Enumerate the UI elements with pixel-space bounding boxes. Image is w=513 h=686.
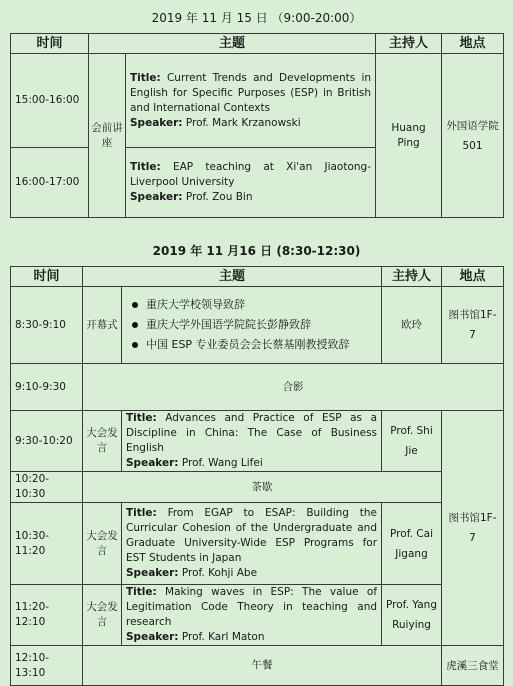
break-row — [11, 472, 504, 503]
header-host: 主持人 — [376, 34, 442, 54]
talk-time: 9:30-10:20 — [11, 411, 83, 472]
break-time: 10:20-10:30 — [11, 472, 83, 503]
day1-heading: 2019 年 11 月 15 日 （9:00-20:00） — [151, 11, 362, 25]
day1-session-row — [11, 54, 504, 148]
day2-heading: 2019 年 11 月16 日 (8:30-12:30) — [152, 244, 361, 258]
lunch-venue: 虎溪三食堂 — [442, 646, 504, 686]
talk-content — [122, 411, 382, 472]
speaker-label: Speaker: — [126, 567, 179, 579]
talk-row — [11, 411, 504, 472]
title-label: Title: — [126, 586, 157, 598]
day1-schedule-table — [10, 33, 504, 218]
session-talk — [126, 54, 376, 148]
opening-item: 重庆大学校领导致辞 — [146, 295, 377, 315]
talk-host: Prof. Yang Ruiying — [382, 585, 442, 646]
talk-time: 10:30-11:20 — [11, 503, 83, 585]
opening-category: 开幕式 — [83, 287, 122, 364]
lunch-row — [11, 646, 504, 686]
title-label: Title: — [130, 161, 161, 173]
opening-items — [122, 287, 382, 364]
header-topic: 主题 — [83, 267, 382, 287]
speaker-label: Speaker: — [126, 631, 179, 643]
session-host: Huang Ping — [376, 54, 442, 218]
title-label: Title: — [126, 412, 157, 424]
lunch-label: 午餐 — [83, 646, 442, 686]
session-talk — [126, 148, 376, 218]
talk-title: EAP teaching at Xi'an Jiaotong-Liverpool University — [130, 161, 372, 188]
talk-title: Advances and Practice of ESP as a Discipline in China: The Case of Business English — [126, 412, 378, 454]
opening-item: 重庆大学外国语学院院长彭静致辞 — [146, 315, 377, 335]
photo-time: 9:10-9:30 — [11, 364, 83, 411]
opening-time: 8:30-9:10 — [11, 287, 83, 364]
opening-host: 欧玲 — [382, 287, 442, 364]
talk-host: Prof. Cai Jigang — [382, 503, 442, 585]
talk-speaker: Prof. Mark Krzanowski — [185, 116, 301, 129]
talk-speaker: Prof. Kohji Abe — [181, 567, 258, 579]
lunch-time: 12:10-13:10 — [11, 646, 83, 686]
photo-row — [11, 364, 504, 411]
speaker-label: Speaker: — [130, 191, 183, 203]
talk-title: Making waves in ESP: The value of Legitimation Code Theory in teaching and research — [126, 586, 378, 628]
talk-category: 大会发言 — [83, 411, 122, 472]
talk-title: Current Trends and Developments in English for Specific Purposes (ESP) in British and International Contexts — [130, 71, 372, 114]
header-time: 时间 — [11, 34, 89, 54]
talk-speaker: Prof. Wang Lifei — [181, 457, 263, 469]
opening-row — [11, 287, 504, 364]
talk-row — [11, 585, 504, 646]
header-topic: 主题 — [89, 34, 376, 54]
talk-content — [122, 503, 382, 585]
talk-category: 大会发言 — [83, 503, 122, 585]
day2-schedule-table — [10, 266, 504, 686]
title-label: Title: — [126, 507, 157, 519]
session-category: 会前讲座 — [89, 54, 126, 218]
day1-header-row — [11, 34, 504, 54]
talk-speaker: Prof. Zou Bin — [185, 191, 253, 203]
header-venue: 地点 — [442, 267, 504, 287]
title-label: Title: — [130, 71, 161, 84]
header-venue: 地点 — [442, 34, 504, 54]
day2-header-row — [11, 267, 504, 287]
header-time: 时间 — [11, 267, 83, 287]
session-time: 16:00-17:00 — [11, 148, 89, 218]
talk-speaker: Prof. Karl Maton — [181, 631, 265, 643]
talks-venue: 图书馆1F-7 — [442, 411, 504, 646]
photo-label: 合影 — [83, 364, 504, 411]
break-label: 茶歇 — [83, 472, 442, 503]
speaker-label: Speaker: — [126, 457, 179, 469]
talk-host: Prof. Shi Jie — [382, 411, 442, 472]
talk-content — [122, 585, 382, 646]
talk-row — [11, 503, 504, 585]
session-venue: 外国语学院501 — [442, 54, 504, 218]
header-host: 主持人 — [382, 267, 442, 287]
session-time: 15:00-16:00 — [11, 54, 89, 148]
opening-venue: 图书馆1F-7 — [442, 287, 504, 364]
talk-time: 11:20-12:10 — [11, 585, 83, 646]
speaker-label: Speaker: — [130, 116, 183, 129]
talk-category: 大会发言 — [83, 585, 122, 646]
opening-item: 中国 ESP 专业委员会会长蔡基刚教授致辞 — [146, 335, 377, 355]
talk-title: From EGAP to ESAP: Building the Curricular Cohesion of the Undergraduate and Graduate University-Wide ESP Programs for EST Students in Japan — [126, 507, 378, 564]
